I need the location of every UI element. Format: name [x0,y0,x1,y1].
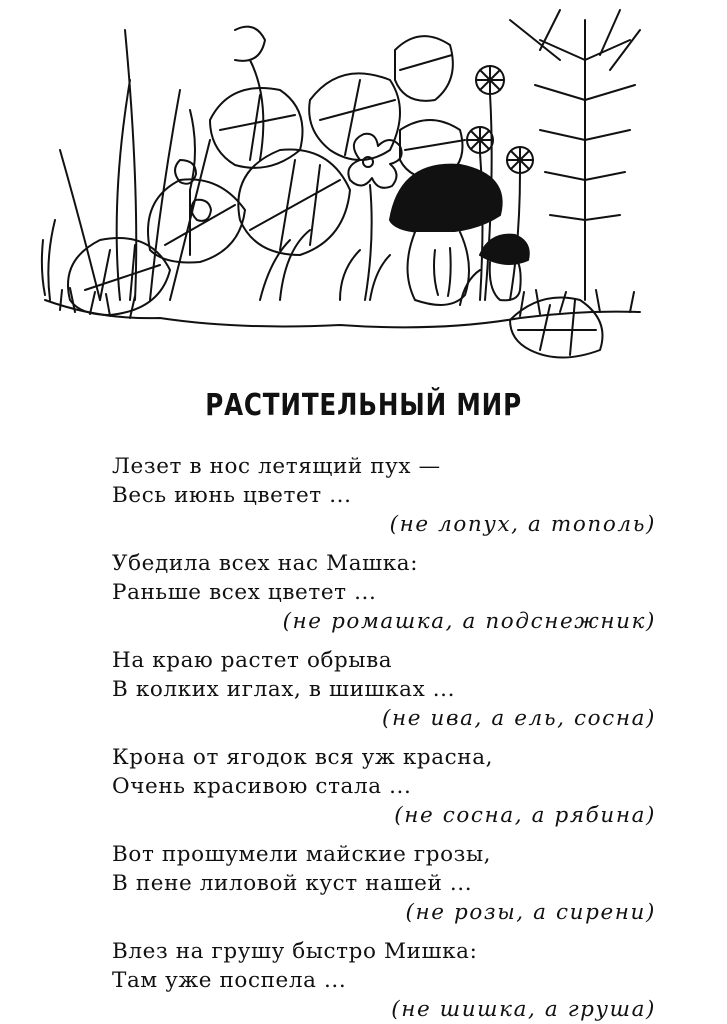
verse-line: В пене лиловой куст нашей ... [112,871,473,896]
verse-answer: (не шишка, а груша) [391,997,656,1022]
verse-line: На краю растет обрыва [112,648,393,673]
riddle-verse [112,840,660,927]
ground-line [45,300,640,327]
riddle-verse [112,646,660,733]
verse-line: Там уже поспела ... [112,968,347,993]
verse-line: Вот прошумели майские грозы, [112,842,492,867]
verse-answer: (не розы, а сирени) [405,900,656,925]
serrated-leaf-icon [510,298,603,358]
riddle-verse [112,549,660,636]
riddle-verse [112,743,660,830]
verse-line: Крона от ягодок вся уж красна, [112,745,494,770]
verse-line: Весь июнь цветет ... [112,483,352,508]
strawberry-icon [175,110,211,221]
broad-leaf-icon [238,150,350,256]
horsetail-icon [535,20,635,300]
verse-line: Влез на грушу быстро Мишка: [112,939,478,964]
flower-icon [348,134,401,188]
verse-line: Убедила всех нас Машка: [112,551,419,576]
strawberry-leaf-icon [210,88,303,168]
verse-line: Лезет в нос летящий пух — [112,454,441,479]
verse-answer: (не ромашка, а подснежник) [282,609,656,634]
forest-plants-illustration [40,0,650,372]
page-title: РАСТИТЕЛЬНЫЙ МИР [205,388,522,423]
grass-blades [60,30,210,300]
verse-line: В колких иглах, в шишках ... [112,677,456,702]
verse-answer: (не ива, а ель, сосна) [382,706,656,731]
broad-leaf-icon [395,36,453,101]
riddle-verse [112,452,660,539]
verse-answer: (не лопух, а тополь) [389,512,656,537]
verse-answer: (не сосна, а рябина) [394,803,656,828]
verse-line: Очень красивою стала ... [112,774,412,799]
verse-line: Раньше всех цветет ... [112,580,377,605]
riddle-verse [112,937,660,1024]
mushroom-icon [390,165,502,305]
